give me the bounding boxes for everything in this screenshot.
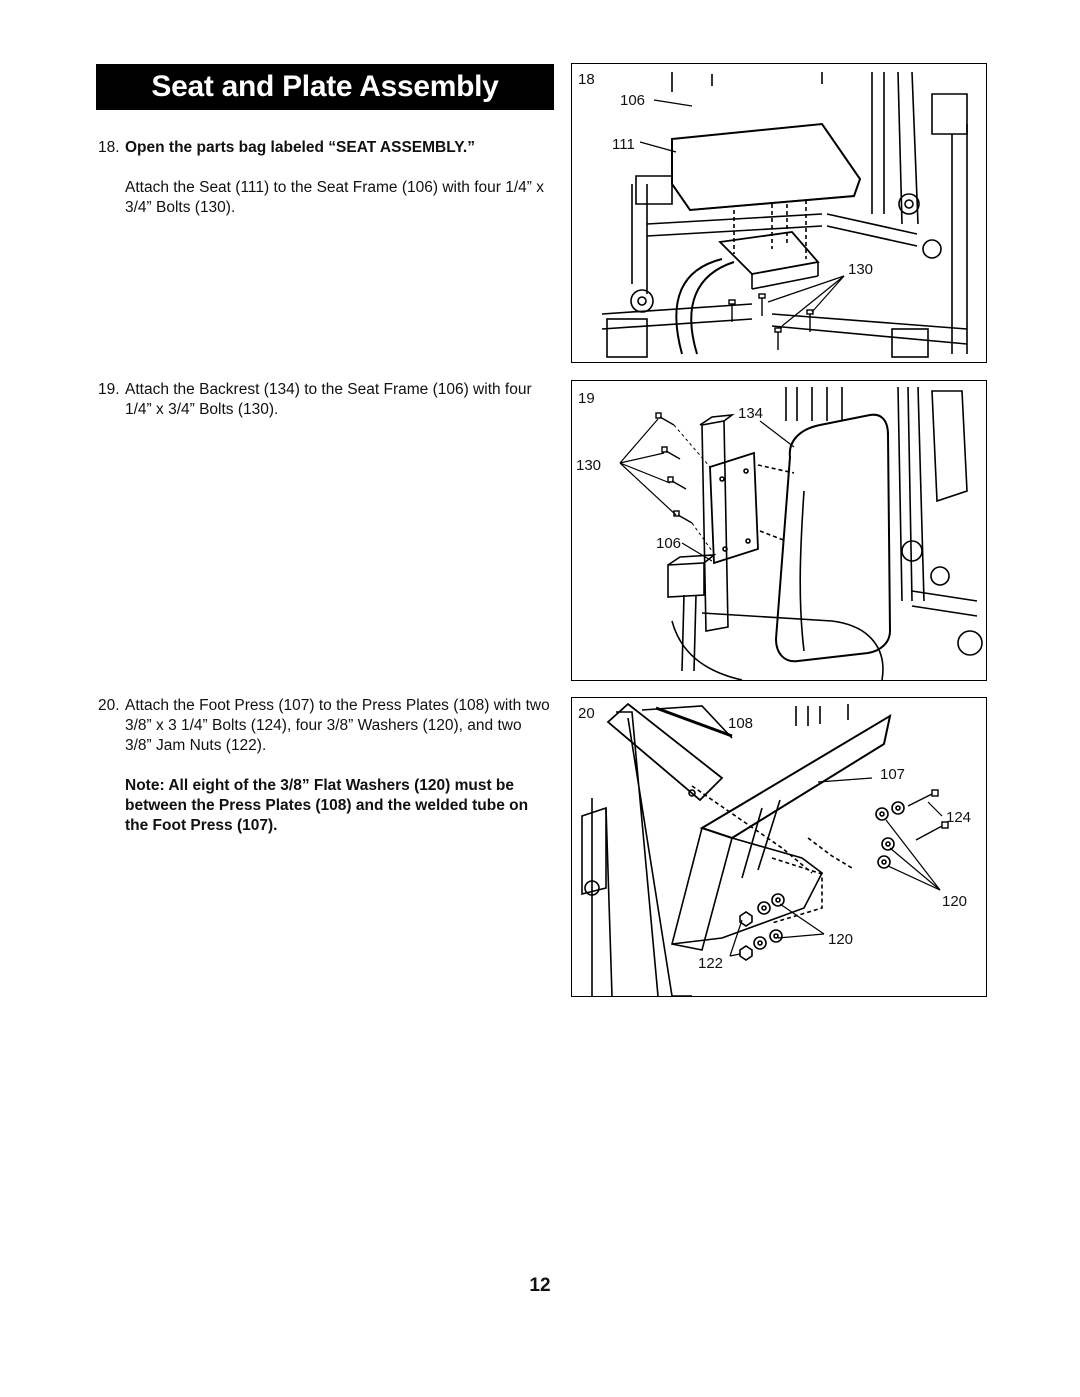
callout-foot-press: 107 [880,766,906,783]
callout-bolts: 124 [946,809,972,826]
callout-jam-nuts: 122 [698,955,724,972]
figure-number: 18 [578,71,595,88]
step-note: Note: All eight of the 3/8” Flat Washers (120) must be between the Press Plates (108) and the welded tube on the Foot Press (107). [125,777,529,834]
callout-press-plates: 108 [728,715,754,732]
page-number: 12 [529,1275,551,1296]
section-title: Seat and Plate Assembly [96,64,554,110]
callout-backrest: 134 [738,405,764,422]
step-18 [98,138,550,218]
figure-number: 20 [578,705,595,722]
step-20 [98,696,550,836]
seat-assembly-diagram [572,64,986,362]
callout-seat-frame: 106 [656,535,682,552]
step-text: Attach the Foot Press (107) to the Press Plates (108) with two 3/8” x 3 1/4” Bolts (124), four 3/8” Washers (120), and two 3/8” Jam Nuts (122). [125,697,550,754]
callout-bolts: 130 [848,261,874,278]
step-number: 20. [98,697,120,714]
step-number: 18. [98,139,120,156]
callout-bolts: 130 [576,457,602,474]
backrest-assembly-diagram [572,381,986,680]
foot-press-diagram [572,698,986,996]
callout-seat: 111 [612,136,635,153]
step-heading: Open the parts bag labeled “SEAT ASSEMBLY.” [125,139,475,156]
step-text: Attach the Backrest (134) to the Seat Frame (106) with four 1/4” x 3/4” Bolts (130). [125,381,532,418]
figure-number: 19 [578,390,595,407]
figure-19 [571,380,987,681]
figure-18 [571,63,987,363]
callout-seat-frame: 106 [620,92,646,109]
callout-washers-lower: 120 [828,931,854,948]
callout-washers-right: 120 [942,893,968,910]
step-number: 19. [98,381,120,398]
figure-20 [571,697,987,997]
step-19 [98,380,550,420]
step-text: Attach the Seat (111) to the Seat Frame (106) with four 1/4” x 3/4” Bolts (130). [125,179,544,216]
